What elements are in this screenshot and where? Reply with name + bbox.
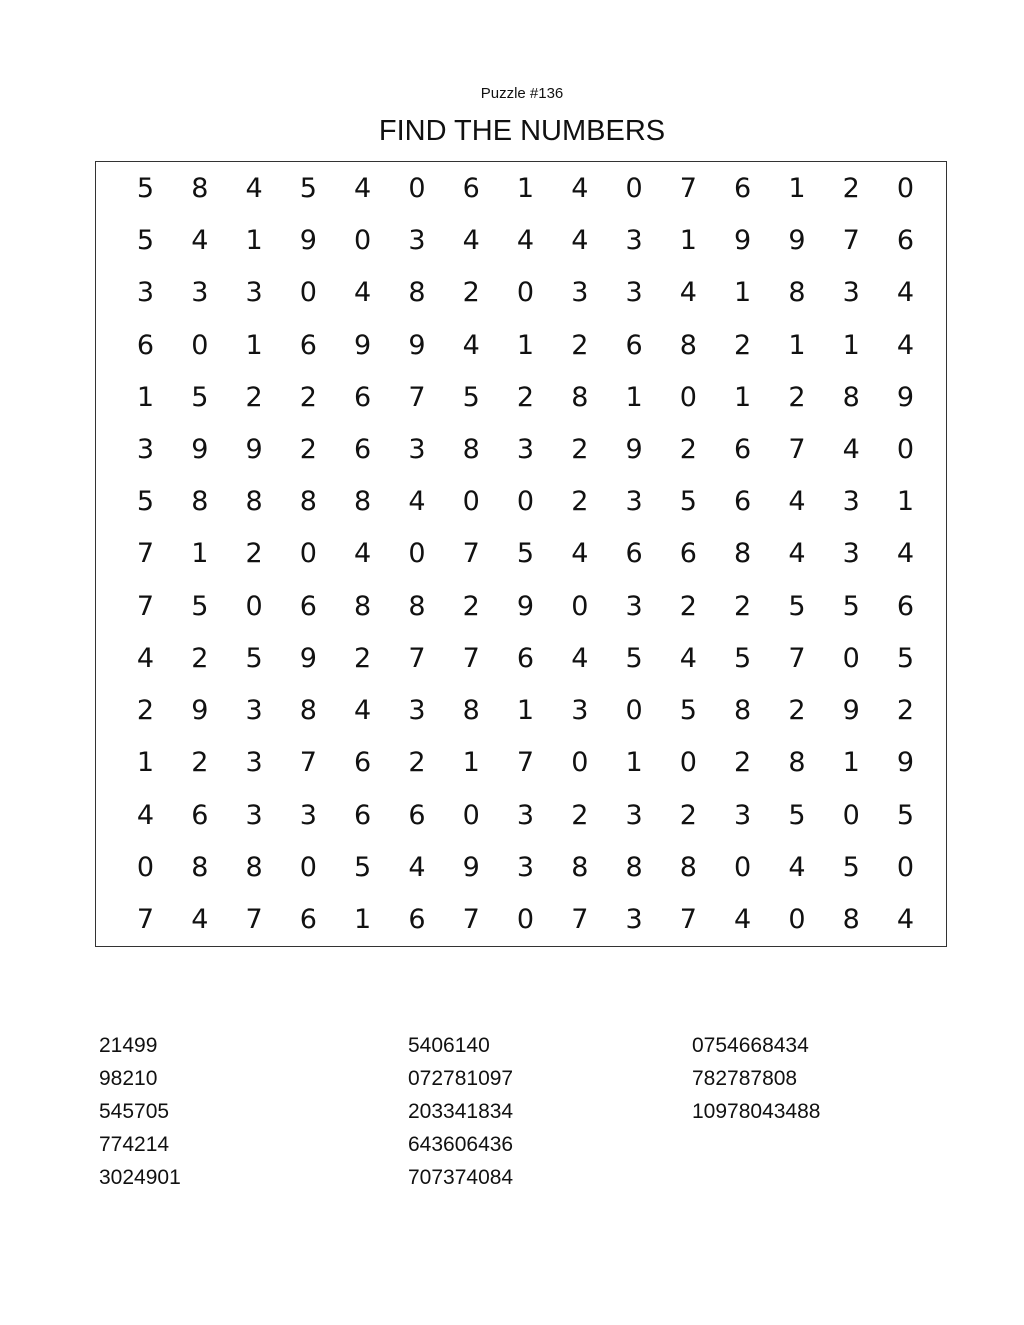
grid-cell[interactable]: 5	[245, 642, 263, 674]
grid-cell[interactable]: 2	[462, 590, 480, 622]
grid-cell[interactable]: 5	[462, 381, 480, 413]
grid-cell[interactable]: 4	[896, 277, 915, 309]
grid-cell[interactable]: 0	[842, 642, 860, 674]
grid-cell[interactable]: 2	[462, 277, 480, 309]
grid-cell[interactable]: 0	[245, 590, 263, 622]
grid-cell[interactable]: 8	[679, 329, 697, 361]
grid-cell[interactable]: 6	[354, 747, 372, 779]
grid-cell[interactable]: 7	[679, 173, 697, 204]
word-list-item: 21499	[99, 1034, 158, 1057]
grid-cell[interactable]: 8	[679, 851, 697, 883]
grid-cell[interactable]: 3	[842, 486, 860, 518]
grid-cell[interactable]: 2	[734, 747, 752, 779]
grid-cell[interactable]: 2	[136, 695, 155, 727]
grid-cell[interactable]: 9	[245, 434, 263, 466]
grid-cell[interactable]: 7	[245, 903, 263, 935]
grid-cell[interactable]: 3	[408, 434, 426, 466]
grid-cell[interactable]: 2	[354, 642, 372, 674]
grid-cell[interactable]: 7	[788, 434, 806, 466]
grid-cell[interactable]: 2	[408, 747, 426, 779]
grid-cell[interactable]: 0	[625, 173, 643, 204]
grid-cell[interactable]: 0	[679, 381, 697, 413]
grid-cell[interactable]: 4	[788, 486, 806, 518]
grid-cell[interactable]: 8	[734, 695, 752, 727]
grid-cell[interactable]: 3	[625, 225, 643, 257]
grid-cell[interactable]: 8	[788, 277, 806, 309]
grid-cell[interactable]: 9	[842, 695, 860, 727]
grid-cell[interactable]: 6	[354, 799, 372, 831]
grid-cell[interactable]: 4	[679, 642, 697, 674]
number-search-grid	[95, 161, 947, 947]
grid-cell[interactable]: 8	[245, 486, 263, 518]
grid-cell[interactable]: 9	[896, 747, 915, 779]
grid-cell[interactable]: 9	[299, 225, 317, 257]
grid-cell[interactable]: 3	[408, 225, 426, 257]
grid-cell[interactable]: 6	[516, 642, 535, 674]
grid-cell[interactable]: 3	[245, 277, 263, 309]
grid-cell[interactable]: 8	[734, 538, 752, 570]
grid-cell[interactable]: 4	[354, 173, 372, 204]
grid-cell[interactable]: 3	[299, 799, 317, 831]
grid-cell[interactable]: 4	[734, 903, 752, 935]
grid-cell[interactable]: 5	[788, 590, 806, 622]
grid-cell[interactable]: 3	[136, 434, 155, 466]
grid-cell[interactable]: 5	[679, 695, 697, 727]
grid-cell[interactable]: 5	[136, 225, 155, 257]
grid-cell[interactable]: 3	[625, 799, 643, 831]
grid-cell[interactable]: 2	[679, 434, 697, 466]
grid-cell[interactable]: 2	[245, 381, 263, 413]
grid-cell[interactable]: 6	[896, 225, 915, 257]
grid-cell[interactable]: 7	[788, 642, 806, 674]
grid-cell[interactable]: 4	[191, 903, 209, 935]
grid-cell[interactable]: 6	[896, 590, 915, 622]
grid-cell[interactable]: 8	[571, 381, 589, 413]
grid-cell[interactable]: 2	[896, 695, 915, 727]
word-list-item: 782787808	[692, 1067, 798, 1090]
grid-cell[interactable]: 5	[136, 173, 155, 204]
grid-cell[interactable]: 4	[571, 225, 589, 257]
grid-cell[interactable]: 1	[136, 747, 155, 779]
grid-cell[interactable]: 1	[245, 329, 263, 361]
grid-cell[interactable]: 6	[734, 434, 752, 466]
grid-cell[interactable]: 2	[842, 173, 860, 204]
grid-cell[interactable]: 4	[679, 277, 697, 309]
word-list-item: 072781097	[408, 1067, 514, 1090]
grid-cell[interactable]: 2	[299, 434, 317, 466]
grid-cell[interactable]: 1	[734, 277, 752, 309]
grid-cell[interactable]: 4	[136, 642, 155, 674]
grid-cell[interactable]: 7	[408, 642, 426, 674]
grid-cell[interactable]: 2	[679, 799, 697, 831]
grid-cell[interactable]: 4	[842, 434, 860, 466]
grid-cell[interactable]: 6	[734, 486, 752, 518]
grid-cell[interactable]: 6	[136, 329, 155, 361]
grid-cell[interactable]: 0	[571, 590, 589, 622]
grid-cell[interactable]: 0	[408, 538, 426, 570]
grid-cell[interactable]: 2	[571, 434, 589, 466]
grid-cell[interactable]: 2	[516, 381, 535, 413]
grid-cell[interactable]: 7	[571, 903, 589, 935]
grid-cell[interactable]: 5	[842, 590, 860, 622]
grid-cell[interactable]: 8	[842, 903, 860, 935]
grid-cell[interactable]: 6	[191, 799, 209, 831]
grid-cell[interactable]: 9	[788, 225, 806, 257]
grid-cell[interactable]: 0	[299, 277, 317, 309]
grid-cell[interactable]: 4	[462, 225, 480, 257]
word-list-item: 98210	[99, 1067, 158, 1090]
grid-cell[interactable]: 4	[462, 329, 480, 361]
grid-cell[interactable]: 0	[734, 851, 752, 883]
grid-cell[interactable]: 2	[191, 642, 209, 674]
grid-cell[interactable]: 6	[299, 329, 317, 361]
grid-cell[interactable]: 1	[625, 747, 643, 779]
grid-cell[interactable]: 3	[516, 851, 535, 883]
grid-cell[interactable]: 3	[516, 799, 535, 831]
grid-cell[interactable]: 8	[191, 173, 209, 204]
grid-cell[interactable]: 7	[136, 903, 155, 935]
grid-cell[interactable]: 3	[842, 277, 860, 309]
grid-cell[interactable]: 4	[571, 642, 589, 674]
grid-cell[interactable]: 4	[788, 851, 806, 883]
grid-cell[interactable]: 0	[788, 903, 806, 935]
grid-cell[interactable]: 0	[136, 851, 155, 883]
grid-cell[interactable]: 2	[299, 381, 317, 413]
grid-cell[interactable]: 5	[842, 851, 860, 883]
word-list-item: 203341834	[408, 1100, 514, 1123]
grid-cell[interactable]: 0	[896, 173, 915, 204]
grid-cell[interactable]: 8	[462, 695, 480, 727]
grid-cell[interactable]: 8	[788, 747, 806, 779]
grid-cell[interactable]: 0	[462, 486, 480, 518]
grid-cell[interactable]: 1	[516, 695, 535, 727]
grid-cell[interactable]: 1	[788, 329, 806, 361]
grid-cell[interactable]: 4	[896, 538, 915, 570]
word-list-item: 5406140	[408, 1034, 490, 1057]
grid-cell[interactable]: 9	[354, 329, 372, 361]
grid-cell[interactable]: 9	[299, 642, 317, 674]
grid-cell[interactable]: 0	[571, 747, 589, 779]
grid-cell[interactable]: 1	[842, 329, 860, 361]
grid-cell[interactable]: 8	[462, 434, 480, 466]
word-list-item: 643606436	[408, 1133, 514, 1156]
grid-cell[interactable]: 8	[299, 695, 317, 727]
grid-cell[interactable]: 2	[571, 486, 589, 518]
grid-cell[interactable]: 6	[299, 903, 317, 935]
grid-cell[interactable]: 0	[516, 903, 535, 935]
grid-cell[interactable]: 5	[191, 590, 209, 622]
grid-cell[interactable]: 7	[842, 225, 860, 257]
grid-cell[interactable]: 4	[408, 486, 426, 518]
grid-cell[interactable]: 3	[245, 747, 263, 779]
grid-cell[interactable]: 1	[679, 225, 697, 257]
grid-cell[interactable]: 5	[896, 799, 915, 831]
grid-cell[interactable]: 0	[842, 799, 860, 831]
grid-cell[interactable]: 7	[299, 747, 317, 779]
grid-cell[interactable]: 4	[571, 538, 589, 570]
grid-cell[interactable]: 1	[734, 381, 752, 413]
grid-cell[interactable]: 5	[734, 642, 752, 674]
grid-cell[interactable]: 9	[734, 225, 752, 257]
grid-cell[interactable]: 5	[625, 642, 643, 674]
grid-cell[interactable]: 2	[571, 329, 589, 361]
grid-cell[interactable]: 9	[462, 851, 480, 883]
grid-cell[interactable]: 4	[136, 799, 155, 831]
grid-cell[interactable]: 6	[625, 329, 643, 361]
grid-cell[interactable]: 3	[245, 695, 263, 727]
grid-cell[interactable]: 0	[299, 538, 317, 570]
grid-cell[interactable]: 2	[679, 590, 697, 622]
grid-cell[interactable]: 7	[136, 590, 155, 622]
grid-cell[interactable]: 4	[354, 695, 372, 727]
grid-cell[interactable]: 3	[625, 486, 643, 518]
grid-cell[interactable]: 3	[191, 277, 209, 309]
puzzle-title: FIND THE NUMBERS	[378, 115, 666, 147]
grid-cell[interactable]: 5	[299, 173, 317, 204]
grid-cell[interactable]: 6	[734, 173, 752, 204]
grid-cell[interactable]: 3	[516, 434, 535, 466]
grid-cell[interactable]: 8	[842, 381, 860, 413]
grid-cell[interactable]: 9	[408, 329, 426, 361]
grid-cell[interactable]: 3	[408, 695, 426, 727]
grid-cell[interactable]: 1	[516, 329, 535, 361]
grid-cell[interactable]: 6	[354, 381, 372, 413]
grid-cell[interactable]: 7	[679, 903, 697, 935]
grid-cell[interactable]: 9	[625, 434, 643, 466]
grid-cell[interactable]: 0	[354, 225, 372, 257]
grid-cell[interactable]: 5	[191, 381, 209, 413]
grid-cell[interactable]: 8	[191, 486, 209, 518]
grid-cell[interactable]: 8	[571, 851, 589, 883]
word-list-column-1	[99, 1029, 181, 1194]
grid-cell[interactable]: 3	[842, 538, 860, 570]
word-list-item: 707374084	[408, 1166, 514, 1189]
grid-cell[interactable]: 3	[571, 277, 589, 309]
word-list-item: 545705	[99, 1100, 170, 1123]
grid-cell[interactable]: 4	[571, 173, 589, 204]
grid-cell[interactable]: 9	[191, 695, 209, 727]
grid-cell[interactable]: 2	[571, 799, 589, 831]
grid-cell[interactable]: 2	[734, 590, 752, 622]
grid-cell[interactable]: 8	[408, 590, 426, 622]
grid-cell[interactable]: 7	[462, 903, 480, 935]
grid-cell[interactable]: 1	[842, 747, 860, 779]
grid-cell[interactable]: 9	[516, 590, 535, 622]
grid-cell[interactable]: 0	[462, 799, 480, 831]
grid-cell[interactable]: 2	[734, 329, 752, 361]
grid-cell[interactable]: 0	[896, 434, 915, 466]
grid-cell[interactable]: 8	[191, 851, 209, 883]
grid-cell[interactable]: 3	[625, 903, 643, 935]
grid-cell[interactable]: 5	[136, 486, 155, 518]
grid-cell[interactable]: 6	[408, 799, 426, 831]
grid-cell[interactable]: 8	[408, 277, 426, 309]
grid-cell[interactable]: 1	[462, 747, 480, 779]
grid-cell[interactable]: 4	[788, 538, 806, 570]
grid-cell[interactable]: 4	[896, 329, 915, 361]
grid-cell[interactable]: 3	[625, 590, 643, 622]
word-list-column-3	[692, 1029, 820, 1128]
grid-cell[interactable]: 1	[516, 173, 535, 204]
grid-cell[interactable]: 2	[788, 695, 806, 727]
grid-cell[interactable]: 6	[299, 590, 317, 622]
grid-cell[interactable]: 0	[679, 747, 697, 779]
word-list-column-2	[408, 1029, 513, 1194]
word-list-item: 3024901	[99, 1166, 181, 1189]
grid-cells	[96, 162, 946, 946]
grid-cell[interactable]: 8	[354, 486, 372, 518]
word-list-item: 774214	[99, 1133, 170, 1156]
grid-cell[interactable]: 4	[896, 903, 915, 935]
grid-cell[interactable]: 3	[136, 277, 155, 309]
grid-cell[interactable]: 6	[625, 538, 643, 570]
grid-cell[interactable]: 5	[788, 799, 806, 831]
word-list-item: 0754668434	[692, 1034, 809, 1057]
grid-cell[interactable]: 5	[354, 851, 372, 883]
grid-cell[interactable]: 0	[625, 695, 643, 727]
puzzle-number-label: Puzzle #136	[480, 85, 564, 102]
grid-cell[interactable]: 1	[191, 538, 209, 570]
grid-cell[interactable]: 7	[462, 538, 480, 570]
grid-cell[interactable]: 6	[462, 173, 480, 204]
grid-cell[interactable]: 5	[516, 538, 535, 570]
grid-cell[interactable]: 1	[136, 381, 155, 413]
grid-cell[interactable]: 1	[245, 225, 263, 257]
grid-cell[interactable]: 9	[191, 434, 209, 466]
grid-cell[interactable]: 8	[625, 851, 643, 883]
grid-cell[interactable]: 6	[408, 903, 426, 935]
grid-cell[interactable]: 0	[896, 851, 915, 883]
grid-cell[interactable]: 4	[191, 225, 209, 257]
grid-cell[interactable]: 5	[679, 486, 697, 518]
grid-cell[interactable]: 4	[354, 277, 372, 309]
grid-cell[interactable]: 1	[896, 486, 915, 518]
grid-cell[interactable]: 0	[516, 277, 535, 309]
grid-cell[interactable]: 3	[625, 277, 643, 309]
grid-cell[interactable]: 7	[136, 538, 155, 570]
grid-cell[interactable]: 1	[625, 381, 643, 413]
grid-cell[interactable]: 3	[571, 695, 589, 727]
word-list-item: 10978043488	[692, 1100, 821, 1123]
grid-cell[interactable]: 7	[408, 381, 426, 413]
grid-cell[interactable]: 2	[191, 747, 209, 779]
grid-cell[interactable]: 6	[354, 434, 372, 466]
grid-cell[interactable]: 1	[354, 903, 372, 935]
grid-cell[interactable]: 7	[462, 642, 480, 674]
grid-cell[interactable]: 5	[896, 642, 915, 674]
grid-cell[interactable]: 3	[245, 799, 263, 831]
grid-cell[interactable]: 2	[788, 381, 806, 413]
grid-cell[interactable]: 0	[516, 486, 535, 518]
grid-cell[interactable]: 4	[354, 538, 372, 570]
grid-cell[interactable]: 4	[516, 225, 535, 257]
grid-cell[interactable]: 2	[245, 538, 263, 570]
grid-cell[interactable]: 6	[679, 538, 697, 570]
grid-cell[interactable]: 0	[408, 173, 426, 204]
grid-cell[interactable]: 0	[299, 851, 317, 883]
grid-cell[interactable]: 8	[354, 590, 372, 622]
grid-cell[interactable]: 8	[245, 851, 263, 883]
grid-cell[interactable]: 4	[408, 851, 426, 883]
grid-cell[interactable]: 7	[516, 747, 535, 779]
grid-cell[interactable]: 3	[734, 799, 752, 831]
grid-cell[interactable]: 9	[896, 381, 915, 413]
grid-cell[interactable]: 1	[788, 173, 806, 204]
grid-cell[interactable]: 0	[191, 329, 209, 361]
grid-cell[interactable]: 8	[299, 486, 317, 518]
grid-cell[interactable]: 4	[245, 173, 263, 204]
